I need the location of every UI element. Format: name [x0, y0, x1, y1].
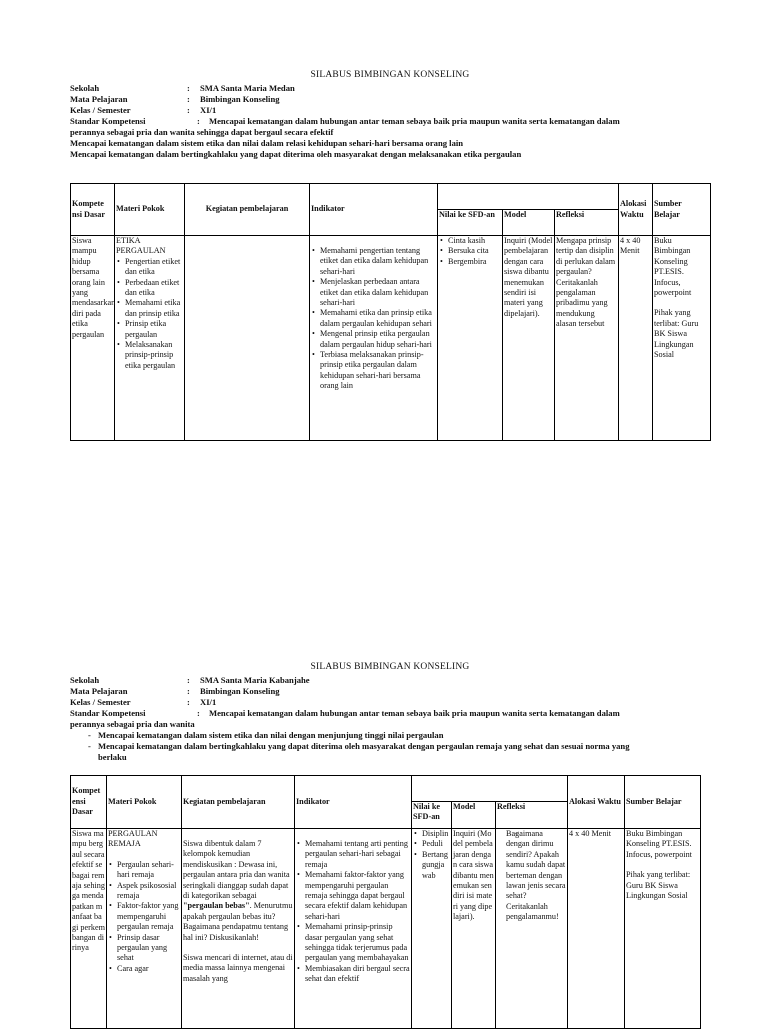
header-refleksi: Refleksi — [555, 210, 619, 236]
alokasi-cell: 4 x 40 Menit — [568, 829, 625, 1029]
list-item: • Peduli — [422, 839, 450, 849]
header-nilai: Nilai ke SFD-an — [412, 802, 452, 829]
school-field: Sekolah : SMA Santa Maria Medan — [70, 83, 295, 93]
indikator-cell — [310, 236, 438, 441]
competency-line: - Mencapai kematangan dalam sistem etika dan nilai dengan menjunjung tinggi nilai pergaulan — [70, 730, 710, 741]
header-materi: Materi Pokok — [115, 184, 185, 236]
kompetensi-cell: Siswa mampu hidup bersama orang lain yang mendasarkan diri pada etika pergaulan — [71, 236, 115, 441]
standard-field: Standar Kompetensi : Mencapai kematangan dalam hubungan antar teman sebaya baik pria maupun wanita serta kematangan dalam — [70, 116, 620, 126]
alokasi-cell: 4 x 40 Menit — [619, 236, 653, 441]
list-item: • Membiasakan diri bergaul secra sehat dan efektif — [305, 964, 410, 985]
header-indikator: Indikator — [295, 776, 412, 829]
materi-title: PERGAULAN REMAJA — [108, 829, 158, 849]
kegiatan-text: Siswa dibentuk dalam 7 kelompok kemudian mendiskusikan : Dewasa ini, pergaulan antara pria dan wanita seringkali dianggap sudah dapat di kategorikan sebagai "pergaulan bebas". Menurutmu apakah pergaulan bebas itu? Bagaimana pendapatmu tentang hal ini? Diskusikanlah! — [183, 839, 293, 942]
list-item: • Prinsip etika pergaulan — [125, 319, 183, 340]
header-kompetensi: Kompete nsi Dasar — [71, 184, 115, 236]
header-refleksi: Refleksi — [496, 802, 568, 829]
header-blank — [438, 184, 619, 210]
header-model: Model — [452, 802, 496, 829]
header-materi: Materi Pokok — [107, 776, 182, 829]
refleksi-text: - Bagaimana dengan dirimu sendiri? Apakah kamu sudah dapat berteman dengan lawan jenis secara sehat? Ceritakanlah pengalamanmu! — [497, 829, 566, 923]
header-blank — [412, 776, 568, 802]
materi-title: ETIKA PERGAULAN — [116, 236, 166, 256]
standard-field: Standar Kompetensi : Mencapai kematangan dalam hubungan antar teman sebaya baik pria maupun wanita serta kematangan dalam — [70, 708, 620, 718]
nilai-cell — [438, 236, 503, 441]
syllabus-table-1 — [70, 183, 711, 441]
list-item: • Cara agar — [117, 964, 180, 974]
header-sumber: Sumber Belajar — [653, 184, 711, 236]
list-item: • Memahami pengertian tentang etiket dan etika dalam kehidupan sehari-hari — [320, 246, 436, 277]
list-item: • Menjelaskan perbedaan antara etiket dan etika dalam kehidupan sehari-hari — [320, 277, 436, 308]
competency-line: Mencapai kematangan dalam bertingkahlaku yang dapat diterima oleh masyarakat dengan melaksanakan etika pergaulan — [70, 149, 522, 159]
list-item: • Pergaulan sehari-hari remaja — [117, 860, 180, 881]
refleksi-cell: Mengapa prinsip tertip dan disiplin di perlukan dalam pergaulan? Ceritakanlah pengalaman pribadimu yang mendukung alasan tersebut — [555, 236, 619, 441]
header-sumber: Sumber Belajar — [625, 776, 701, 829]
header-alokasi: Alokasi Waktu — [619, 184, 653, 236]
kegiatan-text: Siswa mencari di internet, atau di media massa lainnya mengenai masalah yang — [183, 953, 293, 983]
list-item: • Memahami faktor-faktor yang mempengaruhi pergaulan remaja sehingga dapat bergaul secara efektif dalam kehidupan sehari-hari — [305, 870, 410, 922]
list-item: • Pengertian etiket dan etika — [125, 257, 183, 278]
subject-field: Mata Pelajaran : Bimbingan Konseling — [70, 94, 280, 104]
indikator-cell — [295, 829, 412, 1029]
standard-continuation: perannya sebagai pria dan wanita — [70, 719, 195, 729]
list-item: • Bergembira — [448, 257, 501, 267]
model-cell: Inquiri (Model pembelajaran dengan cara siswa dibantu menemukan sendiri isi materi yang dipelajari). — [452, 829, 496, 1029]
sumber-text: Pihak yang terlibat: Guru BK Siswa Lingkungan Sosial — [654, 308, 699, 360]
kegiatan-cell — [182, 829, 295, 1029]
class-field: Kelas / Semester : XI/1 — [70, 697, 217, 707]
competency-line: - Mencapai kematangan dalam bertingkahlaku yang dapat diterima oleh masyarakat dengan pergaulan remaja yang sehat dan sesuai norma yang berlaku — [70, 741, 710, 763]
sumber-cell — [625, 829, 701, 1029]
standard-continuation: perannya sebagai pria dan wanita sehingga dapat bergaul secara efektif — [70, 127, 334, 137]
document-title: SILABUS BIMBINGAN KONSELING — [310, 70, 470, 80]
kompetensi-cell: Siswa mampu bergaul secara efektif sebagai remaja sehingga mendapatkan manfaat bagi perkembangan dirinya — [71, 829, 107, 1029]
syllabus-table-2 — [70, 775, 701, 1029]
header-alokasi: Alokasi Waktu — [568, 776, 625, 829]
list-item: • Bersuka cita — [448, 246, 501, 256]
sumber-text: Pihak yang terlibat: Guru BK Siswa Lingkungan Sosial — [626, 870, 691, 901]
school-field: Sekolah : SMA Santa Maria Kabanjahe — [70, 675, 310, 685]
materi-cell — [115, 236, 185, 441]
list-item: • Aspek psikososial remaja — [117, 881, 180, 902]
list-item: • Terbiasa melaksanakan prinsip-prinsip etika pergaulan dalam kehidupan sehari-hari bersama orang lain — [320, 350, 436, 392]
syllabus-header-1 — [70, 70, 710, 160]
list-item: • Bertanggungjawab — [422, 850, 450, 881]
sumber-text: Buku Bimbingan Konseling PT.ESIS. Infocus, powerpoint — [626, 829, 692, 859]
list-item: • Memahami etika dan prinsip etika — [125, 298, 183, 319]
sumber-text: Buku Bimbingan Konseling PT.ESIS. Infocus, powerpoint — [654, 236, 692, 298]
header-indikator: Indikator — [310, 184, 438, 236]
header-kegiatan: Kegiatan pembelajaran — [185, 184, 310, 236]
header-model: Model — [503, 210, 555, 236]
list-item: • Faktor-faktor yang mempengaruhi pergaulan remaja — [117, 901, 180, 932]
list-item: • Memahami tentang arti penting pergaulan sehari-hari sebagai remaja — [305, 839, 410, 870]
list-item: • Perbedaan etiket dan etika — [125, 278, 183, 299]
kegiatan-cell — [185, 236, 310, 441]
subject-field: Mata Pelajaran : Bimbingan Konseling — [70, 686, 280, 696]
class-field: Kelas / Semester : XI/1 — [70, 105, 217, 115]
refleksi-cell — [496, 829, 568, 1029]
list-item: • Cinta kasih — [448, 236, 501, 246]
list-item: • Prinsip dasar pergaulan yang sehat — [117, 933, 180, 964]
header-nilai: Nilai ke SFD-an — [438, 210, 503, 236]
list-item: • Memahami etika dan prinsip etika dalam pergaulan kehidupan sehari — [320, 308, 436, 329]
model-cell: Inquiri (Model pembelajaran dengan cara siswa dibantu menemukan sendiri isi materi yang dipelajari). — [503, 236, 555, 441]
document-title: SILABUS BIMBINGAN KONSELING — [310, 662, 470, 672]
sumber-cell — [653, 236, 711, 441]
list-item: • Mengenal prinsip etika pergaulan dalam pergaulan hidup sehari-hari — [320, 329, 436, 350]
header-kompetensi: Kompet ensi Dasar — [71, 776, 107, 829]
list-item: • Melaksanakan prinsip-prinsip etika pergaulan — [125, 340, 183, 371]
header-kegiatan: Kegiatan pembelajaran — [182, 776, 295, 829]
list-item: • Memahami prinsip-prinsip dasar pergaulan yang sehat sehingga tidak terjerumus pada pergaulan yang membahayakan — [305, 922, 410, 964]
nilai-cell — [412, 829, 452, 1029]
list-item: • Disiplin — [422, 829, 450, 839]
materi-cell — [107, 829, 182, 1029]
competency-line: Mencapai kematangan dalam sistem etika dan nilai dalam relasi kehidupan sehari-hari bersama orang lain — [70, 138, 464, 148]
syllabus-header-2 — [70, 662, 710, 763]
